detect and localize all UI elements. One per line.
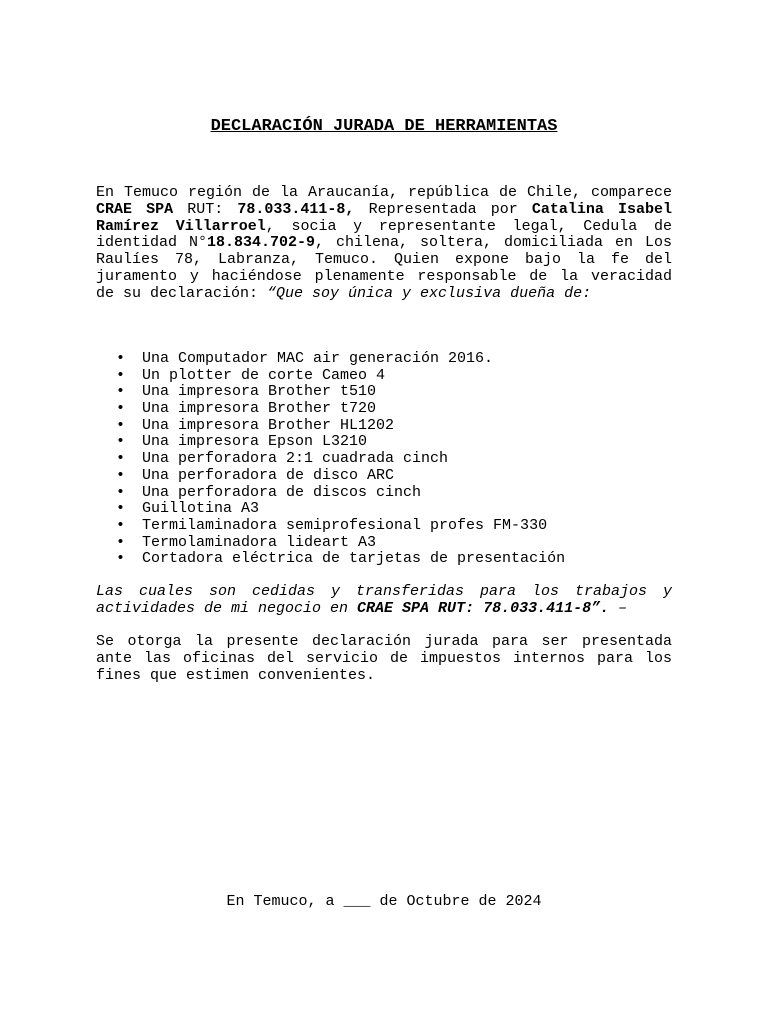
company-rut: 78.033.411-8, [237,200,355,218]
list-item-text: Una impresora Epson L3210 [142,433,368,451]
list-item-text: Una impresora Brother t720 [142,400,377,418]
transfer-paragraph [96,584,672,618]
list-item-text: Un plotter de corte Cameo 4 [142,366,386,384]
representative-id: 18.834.702-9 [207,234,316,252]
company-name: CRAE SPA [96,200,174,218]
list-item [96,351,672,368]
list-item [96,468,672,485]
list-item-text: Una perforadora de disco ARC [142,466,395,484]
list-item-text: Termolaminadora lideart A3 [142,533,377,551]
list-item-text: Una perforadora 2:1 cuadrada cinch [142,450,449,468]
bullet-icon: • [116,533,126,551]
closing-date-line: En Temuco, a ___ de Octubre de 2024 [226,893,542,910]
list-item-text: Una Computador MAC air generación 2016. [142,350,494,367]
list-item-text: Una perforadora de discos cinch [142,483,422,501]
ownership-quote: “Que soy única y exclusiva dueña de: [267,284,592,302]
bullet-icon: • [116,383,126,401]
list-item [96,401,672,418]
transfer-text-1: Las cuales son cedidas y transferidas para los trabajos y actividades de mi negocio en [96,583,672,617]
list-item [96,368,672,385]
bullet-icon: • [116,350,126,367]
representative-name: Catalina Isabel Ramírez Villarroel [96,200,672,235]
list-item [96,434,672,451]
bullet-icon: • [116,516,126,534]
list-item-text: Guillotina A3 [142,500,260,518]
bullet-icon: • [116,400,126,418]
list-item [96,451,672,468]
bullet-icon: • [116,483,126,501]
purpose-paragraph: Se otorga la presente declaración jurada para ser presentada ante las oficinas del servicio de impuestos internos para los fines que estimen convenientes. [96,633,672,684]
list-item [96,501,672,518]
bullet-icon: • [116,500,126,518]
bullet-icon: • [116,550,126,568]
list-item-text: Una impresora Brother t510 [142,383,377,401]
document-page [96,0,672,1024]
bullet-icon: • [116,466,126,484]
list-item [96,535,672,552]
list-item [96,551,672,568]
bullet-icon: • [116,366,126,384]
intro-text-2: RUT: [173,200,238,218]
list-item-text: Una impresora Brother HL1202 [142,416,395,434]
list-item-text: Termilaminadora semiprofesional profes FM-330 [142,516,548,534]
bullet-icon: • [116,450,126,468]
intro-text-4: , socia y representante legal, Cedula de identidad N° [96,217,672,252]
transfer-company-rut: CRAE SPA RUT: 78.033.411-8”. [357,599,610,617]
list-item-text: Cortadora eléctrica de tarjetas de presentación [142,550,566,568]
intro-text-1: En Temuco región de la Araucanía, república de Chile, comparece [96,184,672,201]
tools-list [96,351,672,568]
bullet-icon: • [116,433,126,451]
list-item [96,384,672,401]
list-item [96,518,672,535]
document-title: DECLARACIÓN JURADA DE HERRAMIENTAS [210,117,558,136]
bullet-icon: • [116,416,126,434]
list-item [96,485,672,502]
intro-paragraph [96,185,672,303]
transfer-text-2: – [609,599,628,617]
intro-text-5: , chilena, soltera, domiciliada en Los Raulíes 78, Labranza, Temuco. Quien expone bajo la fe del juramento y haciéndose plenamente responsable de la veracidad de su declaración: [96,234,672,302]
intro-text-3: Representada por [354,200,532,218]
list-item [96,418,672,435]
